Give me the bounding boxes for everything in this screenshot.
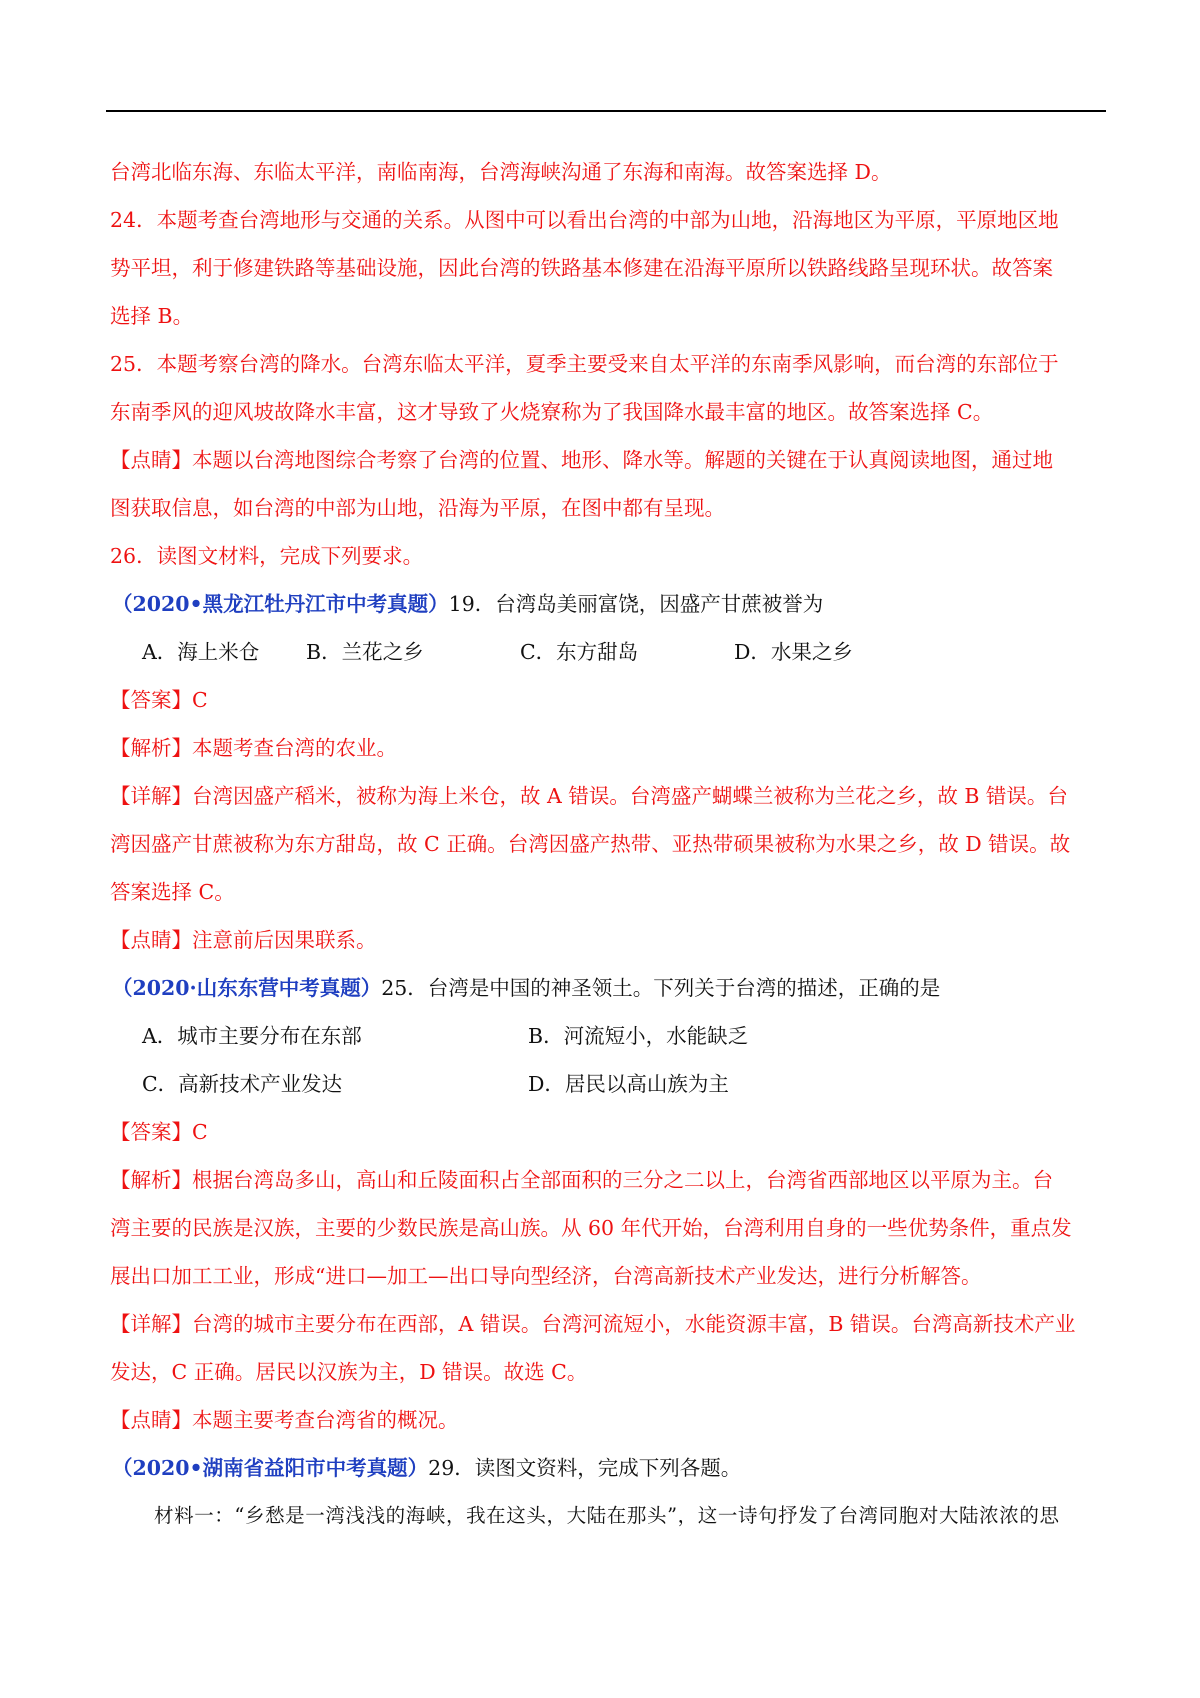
paragraph: 24．本题考查台湾地形与交通的关系。从图中可以看出台湾的中部为山地，沿海地区为平原，平原地区地 (110, 208, 1059, 232)
paragraph: 选择 B。 (110, 304, 194, 328)
analysis: 湾主要的民族是汉族，主要的少数民族是高山族。从 60 年代开始，台湾利用自身的一些优势条件，重点发 (110, 1216, 1072, 1240)
option-b: B．兰花之乡 (306, 640, 424, 664)
paragraph: 图获取信息，如台湾的中部为山地，沿海为平原，在图中都有呈现。 (110, 496, 725, 520)
header-rule (106, 110, 1106, 112)
tip: 【点睛】本题主要考查台湾省的概况。 (110, 1408, 459, 1432)
detail: 【详解】台湾因盛产稻米，被称为海上米仓，故 A 错误。台湾盛产蝴蝶兰被称为兰花之乡，故 B 错误。台 (110, 784, 1068, 808)
option-a: A．海上米仓 (142, 640, 260, 664)
option-d: D．水果之乡 (734, 640, 853, 664)
option-d: D．居民以高山族为主 (528, 1072, 729, 1096)
question-19-stem (110, 580, 1110, 628)
analysis: 展出口加工工业，形成“进口—加工—出口导向型经济，台湾高新技术产业发达，进行分析解答。 (110, 1264, 982, 1288)
detail: 【详解】台湾的城市主要分布在西部，A 错误。台湾河流短小，水能资源丰富，B 错误。台湾高新技术产业 (110, 1312, 1076, 1336)
paragraph: 26．读图文材料，完成下列要求。 (110, 544, 424, 568)
question-text: 19．台湾岛美丽富饶，因盛产甘蔗被誉为 (448, 592, 824, 616)
answer: 【答案】C (110, 688, 208, 712)
detail: 湾因盛产甘蔗被称为东方甜岛，故 C 正确。台湾因盛产热带、亚热带硕果被称为水果之乡，故 D 错误。故 (110, 832, 1071, 856)
question-25-options (110, 1060, 1110, 1108)
paragraph: 台湾北临东海、东临太平洋，南临南海，台湾海峡沟通了东海和南海。故答案选择 D。 (110, 160, 892, 184)
question-19-options (110, 628, 1110, 676)
paragraph: 势平坦，利于修建铁路等基础设施，因此台湾的铁路基本修建在沿海平原所以铁路线路呈现环状。故答案 (110, 256, 1053, 280)
option-a: A．城市主要分布在东部 (142, 1024, 362, 1048)
page-content (110, 148, 1110, 1540)
detail: 发达，C 正确。居民以汉族为主，D 错误。故选 C。 (110, 1360, 588, 1384)
material-text: 材料一：“乡愁是一湾浅浅的海峡，我在这头，大陆在那头”，这一诗句抒发了台湾同胞对大陆浓浓的思 (154, 1504, 1060, 1527)
tip: 【点睛】注意前后因果联系。 (110, 928, 377, 952)
question-29-stem (110, 1444, 1110, 1492)
analysis: 【解析】根据台湾岛多山，高山和丘陵面积占全部面积的三分之二以上，台湾省西部地区以平原为主。台 (110, 1168, 1053, 1192)
question-25-options (110, 1012, 1110, 1060)
detail: 答案选择 C。 (110, 880, 235, 904)
option-c: C．高新技术产业发达 (142, 1072, 343, 1096)
option-c: C．东方甜岛 (520, 640, 639, 664)
option-b: B．河流短小，水能缺乏 (528, 1024, 749, 1048)
question-source: （2020•黑龙江牡丹江市中考真题） (112, 592, 449, 616)
question-source: （2020·山东东营中考真题） (112, 976, 382, 1000)
paragraph: 东南季风的迎风坡故降水丰富，这才导致了火烧寮称为了我国降水最丰富的地区。故答案选择 C。 (110, 400, 994, 424)
question-25-stem (110, 964, 1110, 1012)
paragraph: 【点睛】本题以台湾地图综合考察了台湾的位置、地形、降水等。解题的关键在于认真阅读地图，通过地 (110, 448, 1053, 472)
question-source: （2020•湖南省益阳市中考真题） (112, 1456, 429, 1480)
analysis: 【解析】本题考查台湾的农业。 (110, 736, 397, 760)
question-text: 29．读图文资料，完成下列各题。 (428, 1456, 742, 1480)
paragraph: 25．本题考察台湾的降水。台湾东临太平洋，夏季主要受来自太平洋的东南季风影响，而台湾的东部位于 (110, 352, 1059, 376)
question-text: 25．台湾是中国的神圣领土。下列关于台湾的描述，正确的是 (381, 976, 941, 1000)
answer: 【答案】C (110, 1120, 208, 1144)
